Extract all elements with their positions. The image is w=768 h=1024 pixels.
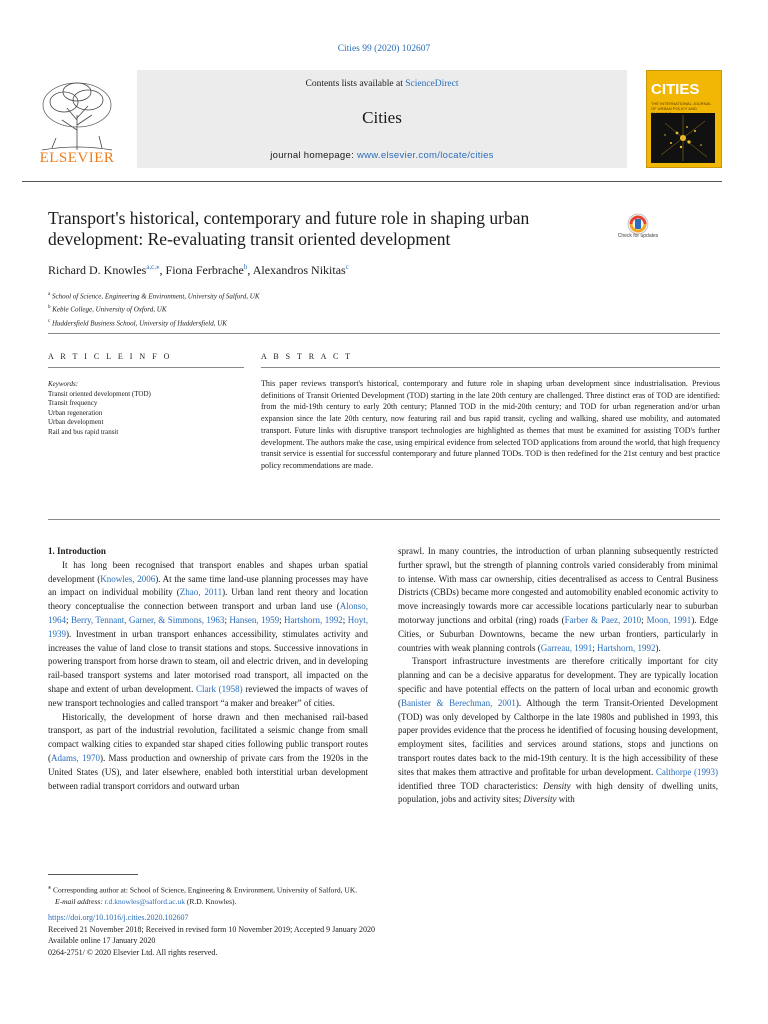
citation-link[interactable]: Zhao, 2011 bbox=[179, 587, 223, 598]
article-info-rule bbox=[48, 367, 244, 368]
journal-cover-thumbnail[interactable] bbox=[646, 70, 722, 168]
available-online: Available online 17 January 2020 bbox=[48, 936, 156, 946]
journal-reference-link[interactable]: Cities 99 (2020) 102607 bbox=[337, 44, 431, 54]
abstract-heading: A B S T R A C T bbox=[261, 352, 353, 361]
city-lights-image-icon bbox=[651, 113, 715, 163]
author-affil-mark[interactable]: c bbox=[345, 263, 349, 271]
citation-link[interactable]: Moon, 1991 bbox=[646, 614, 692, 625]
corresponding-author-note: ⁎ Corresponding author at: School of Science, Engineering & Environment, University of Salford, UK. bbox=[48, 884, 358, 895]
cover-title: CITIES bbox=[651, 81, 700, 98]
citation-link[interactable]: Knowles, 2006 bbox=[100, 573, 156, 584]
citation-link[interactable]: Garreau, 1991 bbox=[540, 642, 593, 653]
emphasis-term: Diversity bbox=[523, 794, 557, 805]
citation-link[interactable]: Alonso, 1964 bbox=[48, 601, 368, 625]
journal-name: Cities bbox=[362, 108, 402, 127]
affiliation-line: $^c$ Huddersfield Business School, University of Huddersfield, UK bbox=[48, 318, 227, 327]
emphasis-term: Density bbox=[543, 780, 571, 791]
keyword-item: Transit frequency bbox=[48, 399, 98, 408]
citation-link[interactable]: Hartshorn, 1992 bbox=[284, 614, 343, 625]
affiliation-rule bbox=[48, 333, 720, 334]
section-heading: 1. Introduction bbox=[48, 546, 106, 556]
keyword-item: Rail and bus rapid transit bbox=[48, 427, 119, 436]
citation-link[interactable]: Hartshorn, 1992 bbox=[596, 642, 656, 653]
abstract-rule bbox=[261, 367, 720, 368]
copyright-line: 0264-2751/ © 2020 Elsevier Ltd. All rights reserved. bbox=[48, 947, 218, 957]
affiliation-line: $^a$ School of Science, Engineering & Environment, University of Salford, UK bbox=[48, 292, 260, 301]
citation-link[interactable]: Farber & Paez, 2010 bbox=[564, 614, 642, 625]
check-for-updates-icon[interactable] bbox=[621, 212, 655, 250]
body-paragraph: Transport infrastructure investments are therefore critically important for city planning and can be a decisive apparatus for development. They are typically location specific and have potential effects on the pattern of local urban and economic growth (Banister & Berechman, 2001). Although the term Transit-Oriented Development (TOD) was only developed by Calthorpe in the late 1980s and published in 1993, this paper provides evidence that the process he identified of focusing housing development, employment sites, facilities and services around stations, stops and junctions on transport routes dates back to the mid-19th century. It is the high accessibility of these sites that makes them attractive and profitable for urban development. Calthorpe (1993) identified three TOD characteristics: Density with high density of dwelling units, population, jobs and activity sites; Diversity with bbox=[398, 656, 718, 805]
keyword-item: Urban regeneration bbox=[48, 408, 103, 417]
body-paragraph: It has long been recognised that transport enables and shapes urban spatial development (Knowles, 2006). At the same time land-use planning processes may have an impact on individual mobility (Zhao, 2011). Urban land rent theory and location theory conceptualise the connection between transport and urban land use (Alonso, 1964; Berry, Tennant, Garner, & Simmons, 1963; Hansen, 1959; Hartshorn, 1992; Hoyt, 1939). Investment in urban transport enhances accessibility, stimulates activity and increases the value of land close to transit stations and stops. Successive innovations in powering transport from horse drawn to steam, oil and electric driven, and in developing rail-based transport systems and later motorised road transport, all impacted on the shape and extent of urban development. Clark (1958) reviewed the impacts of waves of new transport technologies and called transport “a maker and breaker” of cities. bbox=[48, 559, 368, 708]
cover-subtitle: THE INTERNATIONAL JOURNAL OF URBAN POLICY AND bbox=[651, 101, 712, 111]
author-affil-mark[interactable]: a,c,⁎ bbox=[146, 263, 160, 271]
citation-link[interactable]: Calthorpe (1993) bbox=[655, 766, 718, 777]
body-paragraph: Historically, the development of horse drawn and then mechanised rail-based transport, as part of the industrial revolution, facilitated a seismic change from small compact walking cities to expanded star shaped cities following public transport routes (Adams, 1970). Mass production and ownership of private cars from the 1920s in the United States (US), and later elsewhere, enabled both interstitial urban development between radial transport corridors and outward urban bbox=[48, 711, 368, 791]
keywords-list bbox=[48, 380, 244, 438]
homepage-line: journal homepage: www.elsevier.com/locate/cities bbox=[270, 150, 494, 161]
citation-link[interactable]: Hansen, 1959 bbox=[229, 614, 280, 625]
body-paragraph: sprawl. In many countries, the introduction of urban planning subsequently restricted further sprawl, but the strength of planning controls varied considerably from minimal to intense. With mass car ownership, cities decentralised as access to Central Business Districts (CBDs) became more congested and automobility enabled economic activity to move increasingly towards more car accessible locations particularly near to suburban motorway junctions and orbital (ring) roads (Farber & Paez, 2010; Moon, 1991). Edge Cities, or Suburban Downtowns, became the new urban frontiers, particularly in countries with weak planning controls (Garreau, 1991; Hartshorn, 1992). bbox=[398, 546, 718, 653]
contents-line: Contents lists available at ScienceDirect bbox=[305, 79, 459, 89]
article-title: Transport's historical, contemporary and future role in shaping urban development: Re-evaluating transit oriented development bbox=[48, 208, 530, 249]
journal-reference[interactable] bbox=[0, 44, 768, 54]
email-note: E-mail address: r.d.knowles@salford.ac.uk (R.D. Knowles). bbox=[55, 896, 237, 906]
footnote-rule bbox=[48, 874, 138, 875]
body-column-right bbox=[398, 545, 718, 807]
sciencedirect-link[interactable]: ScienceDirect bbox=[405, 79, 459, 89]
citation-link[interactable]: Berry, Tennant, Garner, & Simmons, 1963 bbox=[70, 614, 225, 625]
email-link[interactable]: r.d.knowles@salford.ac.uk bbox=[104, 896, 185, 906]
header-rule bbox=[22, 181, 722, 182]
author-name[interactable]: Fiona Ferbrache bbox=[165, 263, 244, 277]
keyword-item: Urban development bbox=[48, 418, 104, 427]
author-list: Richard D. Knowles$^{a,c,⁎}$, Fiona Ferbrache$^b$, Alexandros Nikitas$^c$ bbox=[48, 263, 349, 277]
received-dates: Received 21 November 2018; Received in revised form 10 November 2019; Accepted 9 January 2020 bbox=[48, 924, 376, 934]
citation-link[interactable]: Banister & Berechman, 2001 bbox=[401, 697, 516, 708]
abstract-bottom-rule bbox=[48, 519, 720, 520]
citation-link[interactable]: Adams, 1970 bbox=[51, 752, 101, 763]
doi-link[interactable]: https://doi.org/10.1016/j.cities.2020.102607 bbox=[48, 913, 189, 922]
author-affil-mark[interactable]: b bbox=[243, 263, 248, 271]
journal-masthead bbox=[137, 70, 627, 168]
publication-info bbox=[48, 912, 375, 958]
abstract-text: This paper reviews transport's historical, contemporary and future role in shaping urban development since industrialisation. Previous definitions of Transit Oriented Development (TOD) starting in the late 20th century are challenged. Three distinct eras of TOD are identified: from the mid-19th century to early 20th century; Planned TOD in the mid-20th century; and TOD for urban regeneration and/or urban expansion since the late 20th century, now featuring rail and bus rapid transit, cycling and walking, shared use mobility, and automated transport. Future links with disruptive transport technologies are highlighted as themes that must be examined for assisting TOD's further development. The authors make the case, using empirical evidence from selected TOD applications from around the world, that high frequency transit service is essential for successful contemporary and future planned TODs. TOD is then redefined for the 21st century and best practice policy recommendations are made. bbox=[261, 379, 720, 470]
author-name[interactable]: Richard D. Knowles bbox=[48, 263, 147, 277]
affiliation-line: $^b$ Keble College, University of Oxford, UK bbox=[48, 305, 167, 314]
affiliations bbox=[48, 289, 259, 329]
body-column-left bbox=[48, 545, 368, 793]
check-for-updates-label[interactable]: Check for updates bbox=[617, 233, 659, 239]
keywords-label: Keywords: bbox=[48, 380, 79, 388]
corresponding-footnote bbox=[48, 882, 357, 907]
keyword-item: Transit oriented development (TOD) bbox=[48, 389, 151, 398]
citation-link[interactable]: Hoyt, 1939 bbox=[48, 614, 368, 639]
author-name[interactable]: Alexandros Nikitas bbox=[252, 263, 346, 277]
citation-link[interactable]: Clark (1958) bbox=[196, 683, 243, 694]
article-info-heading: A R T I C L E I N F O bbox=[48, 352, 172, 361]
homepage-link[interactable]: www.elsevier.com/locate/cities bbox=[356, 150, 494, 161]
elsevier-logo-text: ELSEVIER bbox=[39, 150, 115, 166]
